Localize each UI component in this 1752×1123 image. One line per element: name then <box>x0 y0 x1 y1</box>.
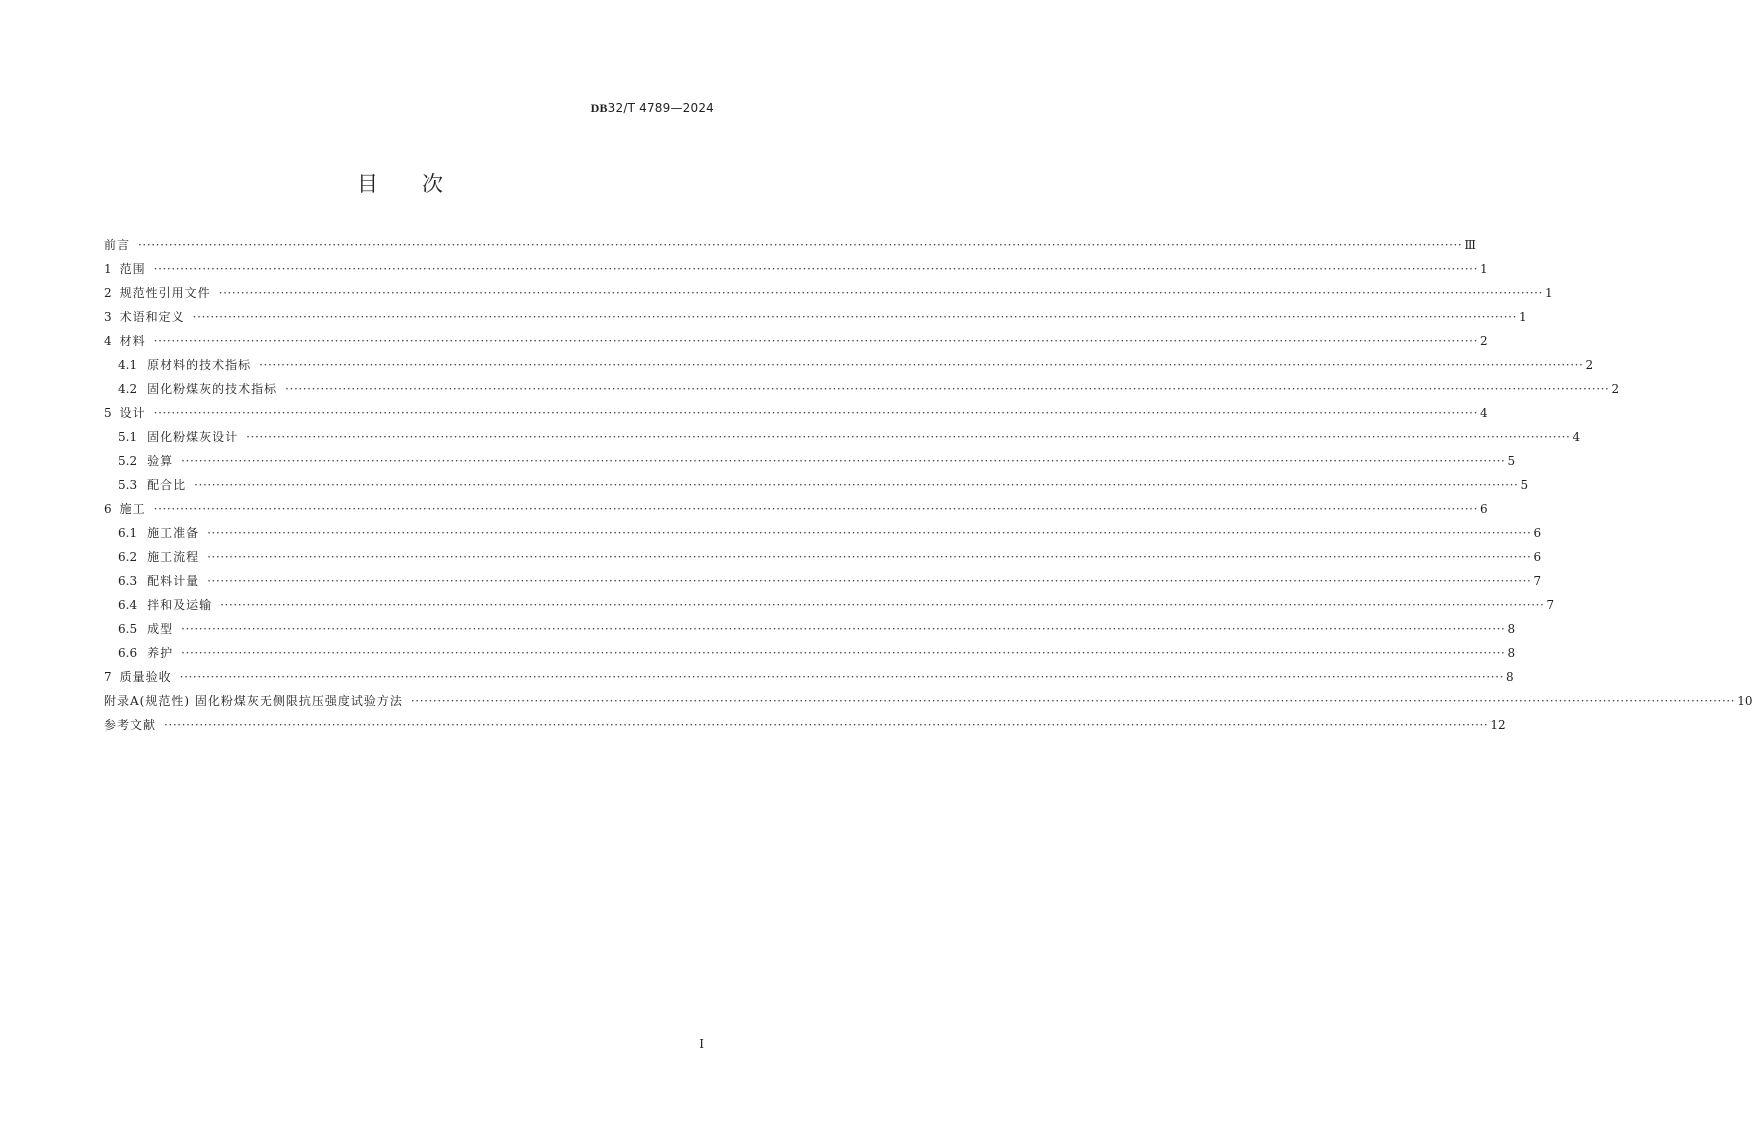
toc-entry-page: 7 <box>1533 574 1542 588</box>
toc-entry-page: 1 <box>1519 310 1527 324</box>
toc-leader-dots: ············································································································································································································································································································ <box>207 526 1532 540</box>
toc-entry-title: 固化粉煤灰的技术指标 <box>147 382 278 396</box>
toc-leader-dots: ············································································································································································································································································································ <box>218 286 1543 300</box>
toc-entry-title: 设计 <box>119 406 146 420</box>
toc-entry[interactable] <box>104 569 1542 593</box>
document-code <box>591 101 714 116</box>
toc-entry-number: 6.6 <box>118 646 138 660</box>
toc-entry-page: 8 <box>1507 646 1516 660</box>
toc-leader-dots: ············································································································································································································································································································ <box>220 598 1545 612</box>
toc-entry[interactable] <box>104 641 1516 665</box>
toc-entry[interactable] <box>104 617 1516 641</box>
toc-entry-number: 5 <box>104 406 112 420</box>
toc-entry-number: 4.2 <box>118 382 138 396</box>
toc-entry-title: 附录A(规范性) 固化粉煤灰无侧限抗压强度试验方法 <box>104 694 403 708</box>
toc-entry[interactable] <box>104 449 1516 473</box>
toc-entry-title: 施工流程 <box>147 550 200 564</box>
toc-entry-number: 6.1 <box>118 526 138 540</box>
toc-entry-title: 验算 <box>147 454 174 468</box>
toc-entry[interactable] <box>104 473 1529 497</box>
toc-entry-title: 固化粉煤灰设计 <box>147 430 239 444</box>
toc-entry-page: 5 <box>1520 478 1529 492</box>
toc-entry-title: 配料计量 <box>147 574 200 588</box>
toc-entry-number: 2 <box>104 286 112 300</box>
toc-entry-title: 养护 <box>147 646 174 660</box>
toc-entry-page: 2 <box>1611 382 1620 396</box>
toc-entry[interactable] <box>104 497 1488 521</box>
toc-entry-title: 材料 <box>119 334 146 348</box>
toc-entry-number: 5.2 <box>118 454 138 468</box>
toc-entry-number: 4.1 <box>118 358 138 372</box>
toc-entry[interactable] <box>104 233 1476 257</box>
toc-entry-number: 6.3 <box>118 574 138 588</box>
toc-entry-title: 施工准备 <box>147 526 200 540</box>
toc-entry[interactable] <box>104 257 1488 281</box>
toc-entry-page: 12 <box>1490 718 1506 732</box>
toc-entry-number: 6.5 <box>118 622 138 636</box>
toc-entry[interactable] <box>104 593 1555 617</box>
toc-entry-page: 10 <box>1737 694 1752 708</box>
toc-entry-page: 6 <box>1533 550 1542 564</box>
document-code-prefix: DB <box>590 101 608 115</box>
page-number: I <box>699 1037 704 1051</box>
toc-entry[interactable] <box>104 545 1542 569</box>
page-title: 目次 <box>357 172 487 196</box>
toc-entry-page: 7 <box>1546 598 1555 612</box>
toc-entry-number: 5.1 <box>118 430 138 444</box>
toc-entry-number: 5.3 <box>118 478 138 492</box>
toc-leader-dots: ············································································································································································································································································································ <box>259 358 1584 372</box>
toc-leader-dots: ············································································································································································································································································································ <box>153 334 1478 348</box>
toc-leader-dots: ············································································································································································································································································································ <box>181 646 1506 660</box>
table-of-contents <box>104 233 1752 737</box>
toc-leader-dots: ············································································································································································································································································································ <box>138 238 1463 252</box>
toc-entry-page: 1 <box>1545 286 1553 300</box>
toc-entry[interactable] <box>104 305 1527 329</box>
toc-entry-title: 原材料的技术指标 <box>147 358 252 372</box>
toc-entry-page: 6 <box>1533 526 1542 540</box>
toc-entry[interactable] <box>104 689 1752 713</box>
toc-entry-page: 1 <box>1480 262 1488 276</box>
toc-entry-page: 8 <box>1507 622 1516 636</box>
document-code-number: 32/T 4789—2024 <box>607 101 714 115</box>
toc-entry[interactable] <box>104 713 1506 737</box>
toc-entry-number: 6.2 <box>118 550 138 564</box>
toc-entry[interactable] <box>104 377 1620 401</box>
toc-leader-dots: ············································································································································································································································································································ <box>194 478 1519 492</box>
toc-leader-dots: ············································································································································································································································································································ <box>153 262 1478 276</box>
toc-entry-number: 1 <box>104 262 112 276</box>
toc-entry-title: 质量验收 <box>119 670 172 684</box>
toc-entry[interactable] <box>104 329 1488 353</box>
toc-leader-dots: ············································································································································································································································································································ <box>153 502 1478 516</box>
toc-entry-number: 6.4 <box>118 598 138 612</box>
toc-leader-dots: ············································································································································································································································································································ <box>153 406 1478 420</box>
toc-entry-title: 施工 <box>119 502 146 516</box>
toc-entry-title: 范围 <box>119 262 146 276</box>
toc-entry-title: 拌和及运输 <box>147 598 213 612</box>
toc-entry-page: 8 <box>1506 670 1514 684</box>
toc-entry-page: 2 <box>1585 358 1594 372</box>
toc-entry[interactable] <box>104 521 1542 545</box>
toc-entry-title: 术语和定义 <box>119 310 185 324</box>
toc-entry-page: 4 <box>1572 430 1581 444</box>
toc-entry-number: 7 <box>104 670 112 684</box>
toc-leader-dots: ············································································································································································································································································································ <box>181 454 1506 468</box>
toc-entry-title: 参考文献 <box>104 718 157 732</box>
toc-entry[interactable] <box>104 353 1594 377</box>
toc-entry-page: 4 <box>1480 406 1488 420</box>
toc-entry[interactable] <box>104 281 1553 305</box>
toc-leader-dots: ············································································································································································································································································································ <box>179 670 1504 684</box>
toc-entry-title: 规范性引用文件 <box>119 286 211 300</box>
toc-entry-title: 配合比 <box>147 478 187 492</box>
toc-entry[interactable] <box>104 665 1514 689</box>
toc-entry-page: 2 <box>1480 334 1488 348</box>
toc-leader-dots: ············································································································································································································································································································ <box>164 718 1489 732</box>
toc-leader-dots: ············································································································································································································································································································ <box>181 622 1506 636</box>
toc-entry-number: 4 <box>104 334 112 348</box>
toc-entry-number: 6 <box>104 502 112 516</box>
toc-entry-title: 前言 <box>104 238 131 252</box>
toc-leader-dots: ············································································································································································································································································································ <box>207 574 1532 588</box>
toc-leader-dots: ············································································································································································································································································································ <box>285 382 1610 396</box>
toc-leader-dots: ············································································································································································································································································································ <box>192 310 1517 324</box>
toc-entry-page: 6 <box>1480 502 1488 516</box>
toc-leader-dots: ············································································································································································································································································································ <box>410 694 1736 708</box>
toc-leader-dots: ············································································································································································································································································································ <box>207 550 1532 564</box>
toc-leader-dots: ············································································································································································································································································································ <box>246 430 1571 444</box>
toc-entry-page: 5 <box>1507 454 1516 468</box>
toc-entry-title: 成型 <box>147 622 174 636</box>
toc-entry-number: 3 <box>104 310 112 324</box>
toc-entry[interactable] <box>104 401 1488 425</box>
toc-entry[interactable] <box>104 425 1581 449</box>
toc-entry-page: Ⅲ <box>1464 238 1476 252</box>
